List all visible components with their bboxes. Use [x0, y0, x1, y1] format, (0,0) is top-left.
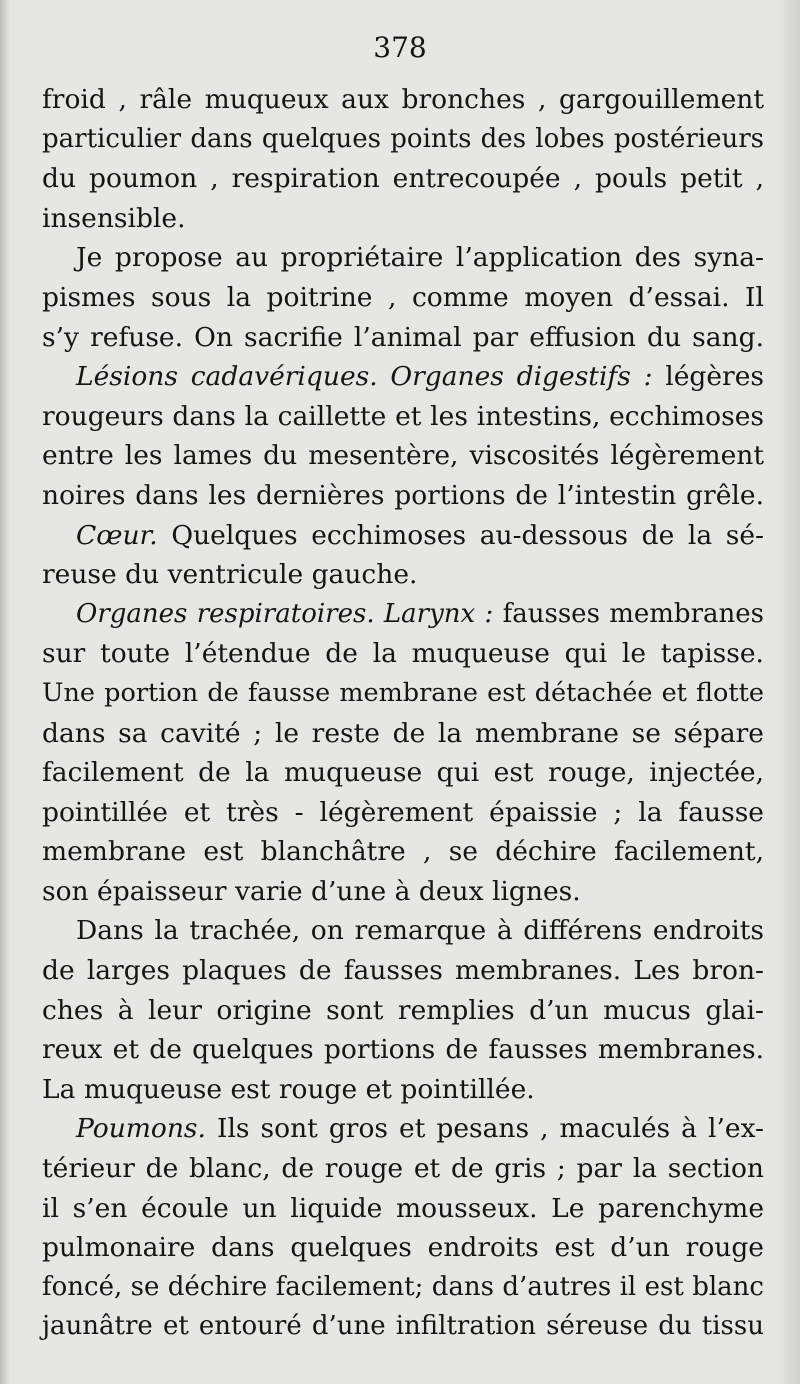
- text-line: dans sa cavité ; le reste de la membrane se sépare: [42, 717, 764, 749]
- text-line: reuse du ventricule gauche.: [42, 559, 418, 591]
- text-line: rougeurs dans la caillette et les intestins, ecchimoses: [42, 400, 764, 432]
- text-line: pulmonaire dans quelques endroits est d’un rouge: [42, 1232, 764, 1264]
- paragraph-start-line: Je propose au propriétaire l’application des syna-: [76, 242, 764, 274]
- text-line: particulier dans quelques points des lobes postérieurs: [42, 123, 764, 154]
- section-heading-italic: Cœur.: [76, 519, 158, 551]
- text-line: s’y refuse. On sacrifie l’animal par effusion du sang.: [42, 321, 764, 353]
- text-line: membrane est blanchâtre , se déchire facilement,: [42, 836, 764, 868]
- text-line: froid , râle muqueux aux bronches , gargouillement: [42, 84, 764, 115]
- text-line: pointillée et très - légèrement épaissie ; la fausse: [42, 796, 764, 828]
- text-line: entre les lames du mesentère, viscosités légèrement: [42, 440, 764, 472]
- paragraph-start-line: Lésions cadavériques. Organes digestifs : légères: [76, 361, 764, 393]
- text-line: de larges plaques de fausses membranes. Les bron-: [42, 955, 764, 987]
- text-line: térieur de blanc, de rouge et de gris ; par la section: [42, 1153, 764, 1185]
- text-line: foncé, se déchire facilement; dans d’autres il est blanc: [42, 1271, 764, 1302]
- paragraph-start-line: Dans la trachée, on remarque à différens endroits: [76, 915, 764, 947]
- paragraph-start-line: Organes respiratoires. Larynx : fausses membranes: [76, 598, 764, 629]
- text-line: son épaisseur varie d’une à deux lignes.: [42, 875, 581, 907]
- text-line: reux et de quelques portions de fausses membranes.: [42, 1034, 764, 1066]
- text-line: pismes sous la poitrine , comme moyen d’essai. Il: [42, 281, 764, 313]
- text-line: ches à leur origine sont remplies d’un mucus glai-: [42, 994, 764, 1026]
- text-line: jaunâtre et entouré d’une infiltration séreuse du tissu: [42, 1311, 764, 1342]
- body-text: [42, 80, 764, 1347]
- section-heading-italic: Lésions cadavériques. Organes digestifs :: [76, 361, 653, 393]
- section-heading-italic: Organes respiratoires. Larynx :: [76, 598, 494, 629]
- text-line: Une portion de fausse membrane est détachée et flotte: [42, 677, 764, 708]
- text-line: facilement de la muqueuse qui est rouge, injectée,: [42, 757, 764, 789]
- text-line: du poumon , respiration entrecoupée , pouls petit ,: [42, 163, 764, 195]
- page-number: 378: [373, 31, 427, 64]
- text-line: La muqueuse est rouge et pointillée.: [42, 1073, 535, 1105]
- paragraph-start-line: Cœur. Quelques ecchimoses au-dessous de la sé-: [76, 519, 764, 551]
- paragraph-start-line: Poumons. Ils sont gros et pesans , maculés à l’ex-: [76, 1113, 764, 1145]
- text-line: il s’en écoule un liquide mousseux. Le parenchyme: [42, 1192, 764, 1224]
- text-line: noires dans les dernières portions de l’intestin grêle.: [42, 479, 764, 511]
- text-line: sur toute l’étendue de la muqueuse qui le tapisse.: [42, 638, 764, 670]
- text-line: insensible.: [42, 202, 186, 234]
- section-heading-italic: Poumons.: [76, 1113, 206, 1145]
